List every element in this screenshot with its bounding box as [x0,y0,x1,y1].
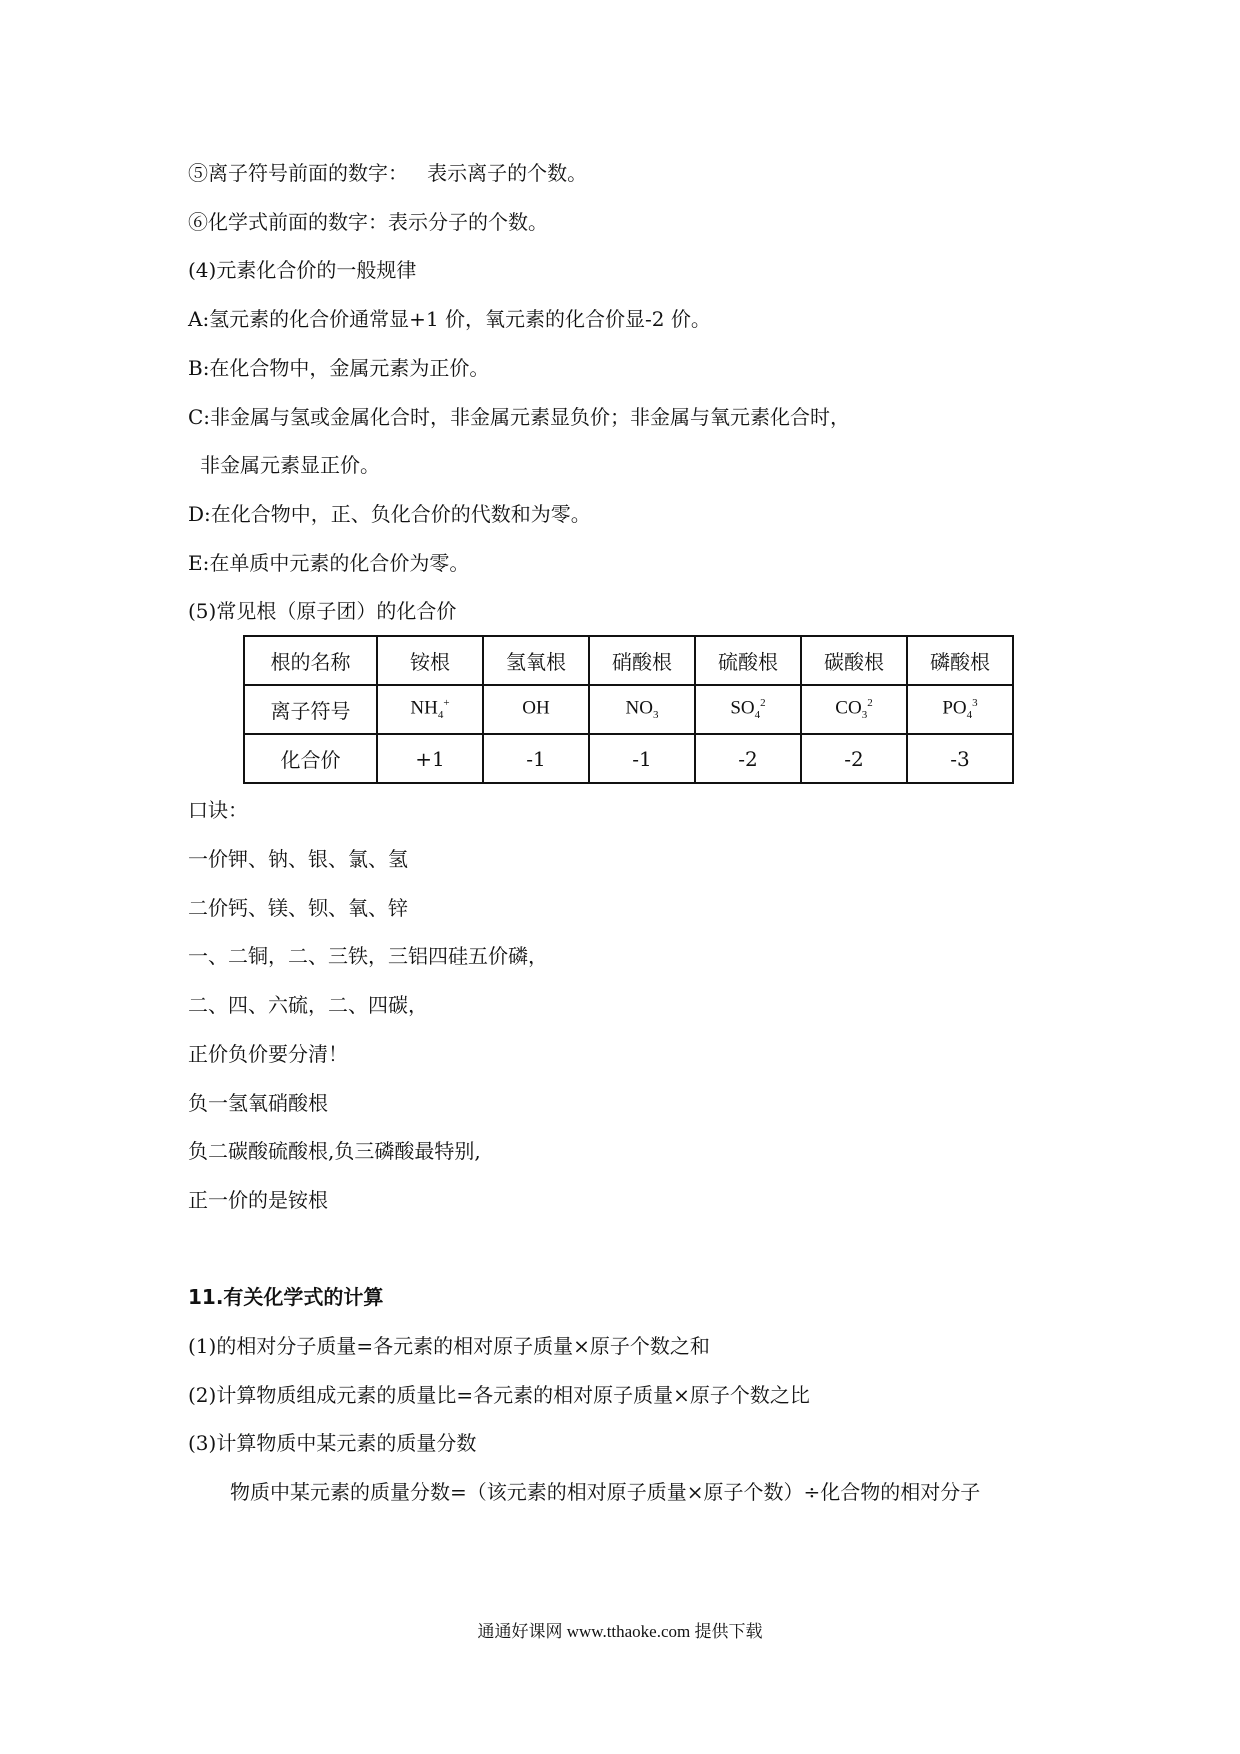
table-cell: 离子符号 [244,685,377,734]
section-5-heading: (5)常见根（原子团）的化合价 [188,599,457,623]
section-4-heading: (4)元素化合价的一般规律 [188,258,417,282]
ion-symbol-subscript: 4 [754,709,761,722]
mnemonic-line: 一、二铜，二、三铁，三铝四硅五价磷， [188,944,548,968]
table-cell: -2 [695,734,801,783]
ion-symbol-cell [695,685,801,734]
table-cell: 根的名称 [244,636,377,685]
table-cell: -2 [801,734,907,783]
rule-e: E:在单质中元素的化合价为零。 [188,551,470,575]
calc-item-3: (3)计算物质中某元素的质量分数 [188,1431,477,1455]
ion-symbol-base: NH [410,697,438,719]
rule-c: C:非金属与氢或金属化合时，非金属元素显负价；非金属与氧元素化合时， [188,405,851,429]
ion-symbol-superscript: + [443,697,450,710]
ion-symbol-cell [801,685,907,734]
radical-valence-table [243,635,1014,784]
ion-symbol-base: CO [835,697,862,719]
table-cell: -1 [483,734,589,783]
ion-symbol-subscript: 4 [437,709,444,722]
table-cell: 氢氧根 [483,636,589,685]
table-cell: 硝酸根 [589,636,695,685]
section-11-heading: 11.有关化学式的计算 [188,1285,384,1309]
rule-a: A:氢元素的化合价通常显+1 价，氧元素的化合价显-2 价。 [188,307,711,331]
line-6-formula-number: ⑥化学式前面的数字：表示分子的个数。 [188,210,548,234]
table-row [244,636,1013,685]
calc-item-3-formula: 物质中某元素的质量分数=（该元素的相对原子质量×原子个数）÷化合物的相对分子 [230,1480,981,1504]
ion-symbol-cell [377,685,483,734]
mnemonic-line: 一价钾、钠、银、氯、氢 [188,847,408,871]
table-cell: -3 [907,734,1013,783]
mnemonic-line: 正价负价要分清！ [188,1042,348,1066]
ion-symbol-subscript: 3 [652,709,659,722]
mnemonic-line: 正一价的是铵根 [188,1188,328,1212]
ion-symbol-cell [589,685,695,734]
ion-symbol-base: PO [942,697,967,719]
ion-symbol-subscript: 4 [966,709,973,722]
table-cell: 磷酸根 [907,636,1013,685]
ion-symbol-base: SO [730,697,755,719]
table-cell: 硫酸根 [695,636,801,685]
rule-c-continued: 非金属元素显正价。 [200,453,380,477]
mnemonic-line: 二、四、六硫，二、四碳， [188,993,428,1017]
table-cell: +1 [377,734,483,783]
ion-symbol-base: OH [522,697,550,719]
ion-symbol-superscript: 3 [972,697,978,710]
rule-d: D:在化合物中，正、负化合价的代数和为零。 [188,502,591,526]
rule-b: B:在化合物中，金属元素为正价。 [188,356,490,380]
table-cell: 化合价 [244,734,377,783]
table-row [244,685,1013,734]
ion-symbol-base: NO [625,697,653,719]
calc-item-1: (1)的相对分子质量=各元素的相对原子质量×原子个数之和 [188,1334,710,1358]
ion-symbol-cell [907,685,1013,734]
ion-symbol-cell [483,685,589,734]
page-footer: 通通好课网 www.tthaoke.com 提供下载 [477,1622,763,1641]
mnemonic-line: 二价钙、镁、钡、氧、锌 [188,896,408,920]
table-row [244,734,1013,783]
line-5-ion-number: ⑤离子符号前面的数字： 表示离子的个数。 [188,161,588,185]
ion-symbol-superscript: 2 [867,697,873,710]
mnemonic-line: 负一氢氧硝酸根 [188,1091,328,1115]
table-cell: 铵根 [377,636,483,685]
mnemonic-line: 负二碳酸硫酸根,负三磷酸最特别, [188,1139,481,1163]
table-cell: 碳酸根 [801,636,907,685]
mnemonic-label: 口诀： [188,798,248,822]
ion-symbol-superscript: 2 [760,697,766,710]
calc-item-2: (2)计算物质组成元素的质量比=各元素的相对原子质量×原子个数之比 [188,1383,810,1407]
ion-symbol-subscript: 3 [861,709,868,722]
table-cell: -1 [589,734,695,783]
